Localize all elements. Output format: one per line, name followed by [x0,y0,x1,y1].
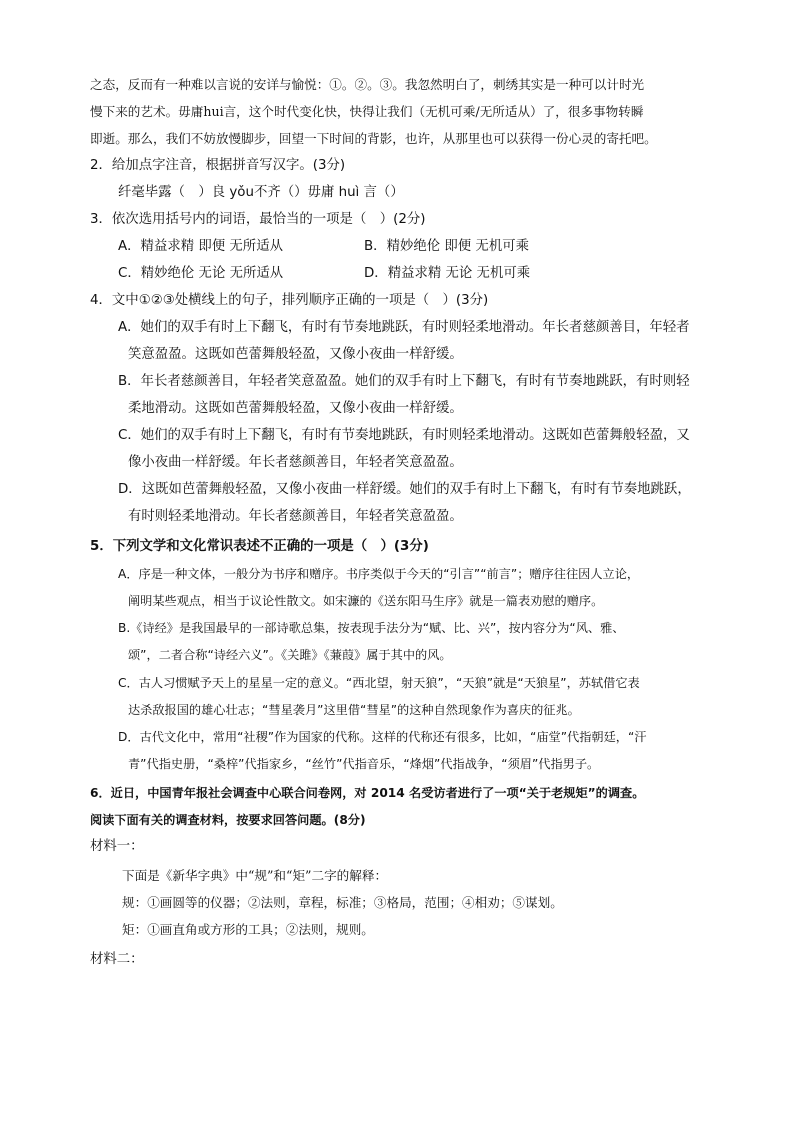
q5-option-b-line-1: B.《诗经》是我国最早的一部诗歌总集，按表现手法分为“赋、比、兴”，按内容分为“风、雅、 [118,621,625,635]
q5-option-b-line-2: 颂”，二者合称“诗经六义”。《关雎》《蒹葭》属于其中的风。 [128,648,452,662]
material-1-intro: 下面是《新华字典》中“规”和“矩”二字的解释： [122,868,388,883]
q4-option-b-line-1: B．年长者慈颜善目，年轻者笑意盈盈。她们的双手有时上下翻飞，有时有节奏地跳跃，有时则轻 [118,374,690,389]
passage-line-1: 之态，反而有一种难以言说的安详与愉悦：①。②。③。我忽然明白了，刺绣其实是一种可以计时光 [90,77,645,92]
q3-stem: 3．依次选用括号内的词语，最恰当的一项是（ ）(2分) [90,212,426,227]
q3-option-c: C．精妙绝伦 无论 无所适从 [118,266,284,281]
q4-option-b-line-2: 柔地滑动。这既如芭蕾舞般轻盈，又像小夜曲一样舒缓。 [128,401,463,416]
q3-option-b: B．精妙绝伦 即便 无机可乘 [364,239,529,254]
q5-option-a-line-2: 阐明某些观点，相当于议论性散文。如宋濂的《送东阳马生序》就是一篇表劝慰的赠序。 [128,594,604,608]
q5-stem: 5．下列文学和文化常识表述不正确的一项是（ ）(3分) [90,539,429,554]
q4-option-a-line-2: 笑意盈盈。这既如芭蕾舞般轻盈，又像小夜曲一样舒缓。 [128,347,463,362]
q5-option-d-line-1: D．古代文化中，常用“社稷”作为国家的代称。这样的代称还有很多，比如，“庙堂”代指朝廷，“汗 [118,730,647,744]
q4-option-c-line-1: C．她们的双手有时上下翻飞，有时有节奏地跳跃，有时则轻柔地滑动。这既如芭蕾舞般轻盈，又 [118,428,690,443]
passage-line-3: 即逝。那么，我们不妨放慢脚步，回望一下时间的背影，也许，从那里也可以获得一份心灵的寄托吧。 [90,131,657,146]
q4-option-d-line-2: 有时则轻柔地滑动。年长者慈颜善目，年轻者笑意盈盈。 [128,509,463,524]
material-2-label: 材料二： [90,952,144,967]
q6-stem-line-1: 6．近日，中国青年报社会调查中心联合问卷网，对 2014 名受访者进行了一项“关于老规矩”的调查。 [90,786,645,800]
material-1-ju-definition: 矩：①画直角或方形的工具；②法则，规则。 [122,922,374,937]
q5-option-c-line-1: C．古人习惯赋予天上的星星一定的意义。“西北望，射天狼”，“天狼”就是“天狼星”，苏轼借它表 [118,676,640,690]
q3-option-a: A．精益求精 即便 无所适从 [118,239,283,254]
material-1-label: 材料一： [90,839,144,854]
q2-stem: 2．给加点字注音，根据拼音写汉字。(3分) [90,158,346,173]
q5-option-c-line-2: 达杀敌报国的雄心壮志；“彗星袭月”这里借“彗星”的这种自然现象作为喜庆的征兆。 [128,703,580,717]
q3-option-d: D．精益求精 无论 无机可乘 [364,266,531,281]
material-1-gui-definition: 规：①画圆等的仪器；②法则，章程，标准；③格局，范围；④相劝；⑤谋划。 [122,895,563,910]
q4-option-a-line-1: A．她们的双手有时上下翻飞，有时有节奏地跳跃，有时则轻柔地滑动。年长者慈颜善目，年轻者 [118,320,690,335]
q6-stem-line-2: 阅读下面有关的调查材料，按要求回答问题。(8分) [90,813,366,827]
q2-items: 纤毫毕露（ ）良 yǒu不齐（）毋庸 huì 言（） [118,185,404,200]
q5-option-d-line-2: 青”代指史册，“桑梓”代指家乡，“丝竹”代指音乐，“烽烟”代指战争，“须眉”代指男子。 [128,757,600,771]
q4-stem: 4．文中①②③处横线上的句子，排列顺序正确的一项是（ ）(3分) [90,293,489,308]
passage-line-2: 慢下来的艺术。毋庸hui言，这个时代变化快，快得让我们（无机可乘/无所适从）了，很多事物转瞬 [90,104,644,119]
q4-option-c-line-2: 像小夜曲一样舒缓。年长者慈颜善目，年轻者笑意盈盈。 [128,455,463,470]
q5-option-a-line-1: A．序是一种文体，一般分为书序和赠序。书序类似于今天的“引言”“前言”；赠序往往因人立论， [118,567,640,581]
q4-option-d-line-1: D．这既如芭蕾舞般轻盈，又像小夜曲一样舒缓。她们的双手有时上下翻飞，有时有节奏地跳跃， [118,482,691,497]
